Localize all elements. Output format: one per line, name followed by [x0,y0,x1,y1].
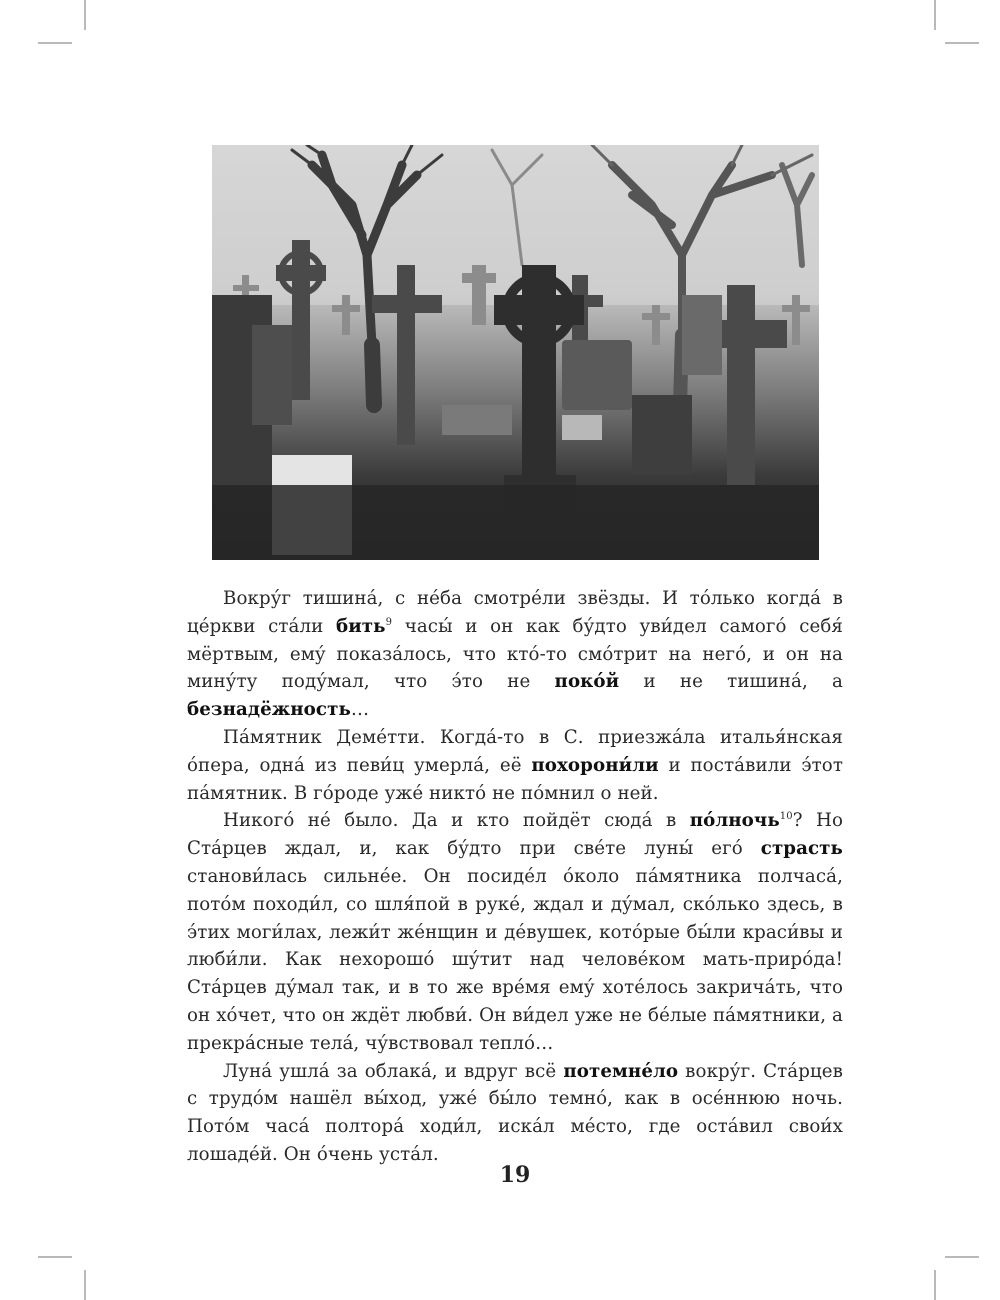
crop-mark [934,1270,936,1300]
page-number: 19 [499,1162,531,1188]
bold-term: страсть [760,838,843,860]
paragraph [187,585,843,724]
text-run: станови́лась сильне́е. Он посиде́л о́коло па́мятника полчаса́, пото́м походи́л, со шля́пой в руке́, ждал и ду́мал, ско́лько здесь, в э́тих моги́лах, лежи́т же́нщин и де́вушек, кото́рые бы́ли краси́вы и люби́ли. Как нехорошо́ шу́тит над челове́ком мать-приро́да! Ста́рцев ду́мал так, и в то же вре́мя ему́ хоте́лось закрича́ть, что он хо́чет, что он ждёт любви́. Он ви́дел уже не бе́лые па́мятники, а прекра́сные тела́, чу́вствовал тепло́… [187,865,843,1054]
text-run: Луна́ ушла́ за облака́, и вдруг всё [223,1060,564,1082]
bold-term: похорони́ли [531,754,659,776]
text-run: и не тишина́, а [619,671,843,693]
crop-mark [945,1256,979,1258]
crop-mark [38,1256,72,1258]
text-run: Па́мятник Деме́тти. Когда́-то в С. приезжа́ла италья́нская о́пера, одна́ из певи́ц умерла́, её [187,726,843,776]
footnote-ref: 10 [779,811,793,823]
text-run: и поста́вили э́тот па́мятник. В го́роде уже́ никто́ не по́мнил о ней. [187,754,843,804]
text-run: вокру́г. Ста́рцев с трудо́м нашёл вы́ход, уже́ бы́ло темно́, как в осе́ннюю ночь. Пото́м часа́ полтора́ ходи́л, иска́л ме́сто, где оста́вил свои́х лошаде́й. Он о́чень уста́л. [187,1060,843,1165]
crop-mark [38,42,72,44]
text-run: ? Но Ста́рцев ждал, и, как бу́дто при све́те луны́ его́ [187,810,843,860]
footnote-ref: 9 [385,616,393,628]
bold-term: бить [335,615,386,637]
cemetery-illustration [212,145,819,560]
crop-mark [934,0,936,30]
crop-mark [84,1270,86,1300]
text-run: Никого́ не́ было. Да и кто пойдёт сюда́ в [223,810,690,832]
bold-term: поко́й [554,671,620,693]
cemetery-photo [212,145,819,560]
crop-mark [84,0,86,30]
text-run: часы́ и он как бу́дто уви́дел самого́ себя́ мёртвым, ему́ показа́лось, что кто́-то смо́трит на него́, и он на мину́ту поду́мал, что э́то не [187,615,843,693]
body-text [187,585,843,1169]
bold-term: потемне́ло [563,1060,679,1082]
paragraph [187,1058,843,1169]
paragraph [187,724,843,807]
paragraph [187,807,843,1057]
bold-term: по́лночь [689,810,780,832]
text-run: Вокру́г тишина́, с не́ба смотре́ли звёзды. И то́лько когда́ в це́ркви ста́ли [187,588,843,637]
text-run: … [350,699,370,721]
bold-term: безнадёжность [187,699,351,721]
crop-mark [945,42,979,44]
